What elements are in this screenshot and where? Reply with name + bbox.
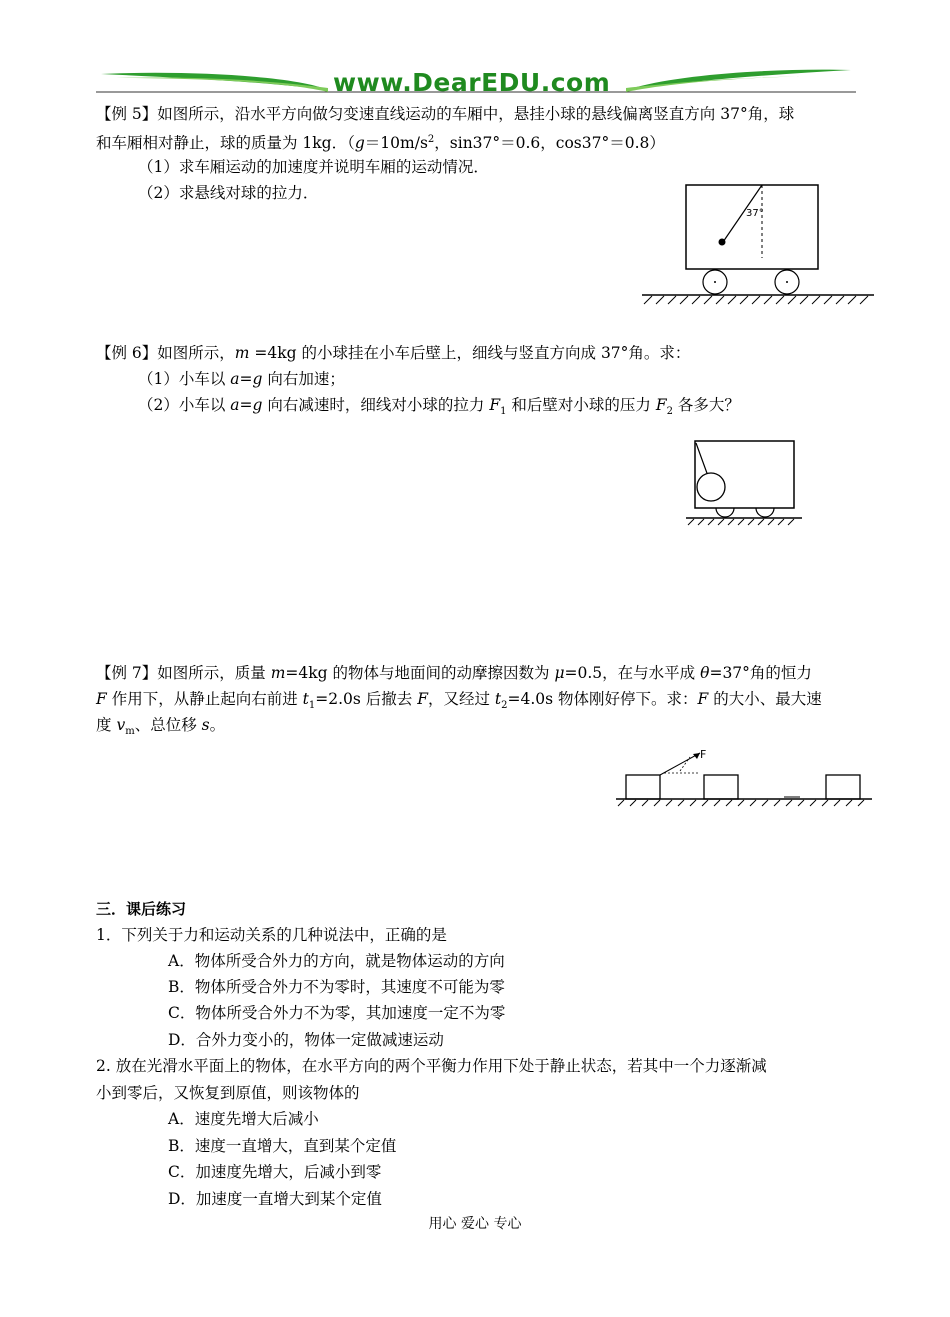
ex6-question-2: （2）小车以 a=g 向右减速时，细线对小球的拉力 $F_1$ 和后壁对小球的压力 $F_2$ 各多大？	[138, 396, 740, 418]
ex6-figure-cart	[686, 436, 804, 526]
exercise-2-stem-line1: 2. 放在光滑水平面上的物体，在水平方向的两个平衡力作用下处于静止状态，若其中一个力逐渐减	[96, 1057, 767, 1075]
section-heading: 三．课后练习	[96, 900, 187, 918]
exercise-2-option-b: B．速度一直增大，直到某个定值	[168, 1137, 397, 1155]
force-arrow	[660, 753, 700, 775]
angle-label: 37°	[746, 208, 764, 219]
ex6-question-1: （1）小车以 a=g 向右加速；	[138, 370, 345, 388]
exercise-2-option-a: A．速度先增大后减小	[168, 1110, 319, 1128]
ex7-line3: 度 $v_m$、总位移 s。	[96, 716, 226, 738]
ex7-figure-blocks	[612, 745, 874, 807]
exercise-2-option-c: C．加速度先增大，后减小到零	[168, 1163, 382, 1181]
pendulum-ball	[719, 239, 726, 246]
block-start	[626, 775, 660, 799]
exercise-2-option-d: D．加速度一直增大到某个定值	[168, 1190, 382, 1208]
page-footer: 用心 爱心 专心	[428, 1216, 522, 1232]
exercise-1-option-a: A．物体所受合外力的方向，就是物体运动的方向	[168, 952, 505, 970]
cart-wheel-left	[716, 508, 734, 517]
exercise-1-option-c: C．物体所受合外力不为零，其加速度一定不为零	[168, 1004, 506, 1022]
force-label: F	[700, 748, 707, 761]
exercise-1-stem: 1．下列关于力和运动关系的几种说法中，正确的是	[96, 926, 447, 944]
ex7-line2: F 作用下，从静止起向右前进 $t_1=2.0s$ 后撤去 F，又经过 $t_2=4.0s$ 物体刚好停下。求：F 的大小、最大速	[96, 690, 822, 712]
exercise-1-option-d: D．合外力变小的，物体一定做减速运动	[168, 1031, 444, 1049]
ex7-line1: 【例 7】如图所示，质量 m=4kg 的物体与地面间的动摩擦因数为 μ=0.5，在与水平成 θ=37°角的恒力	[96, 664, 812, 682]
cart-string	[696, 443, 708, 476]
exercise-2-stem-line2: 小到零后，又恢复到原值，则该物体的	[96, 1084, 360, 1102]
block-end	[826, 775, 860, 799]
ex5-question-2: （2）求悬线对球的拉力．	[138, 184, 319, 202]
cart-wheel-right	[756, 508, 774, 517]
ex5-figure-carriage	[638, 180, 878, 306]
ex6-line1: 【例 6】如图所示，m =4kg 的小球挂在小车后壁上，细线与竖直方向成 37°角。求：	[96, 344, 691, 362]
ex5-line1: 【例 5】如图所示，沿水平方向做匀变速直线运动的车厢中，悬挂小球的悬线偏离竖直方向 37°角，球	[96, 105, 795, 123]
block-middle	[704, 775, 738, 799]
site-title: www.DearEDU.com	[333, 68, 611, 97]
carriage-box	[686, 185, 818, 269]
ex5-question-1: （1）求车厢运动的加速度并说明车厢的运动情况．	[138, 158, 489, 176]
exercise-1-option-b: B．物体所受合外力不为零时，其速度不可能为零	[168, 978, 505, 996]
ex5-line2: 和车厢相对静止，球的质量为 1kg．（$g=10m/s^2$，sin37°＝0.6，cos37°＝0.8）	[96, 134, 665, 153]
cart-ball	[697, 473, 725, 501]
